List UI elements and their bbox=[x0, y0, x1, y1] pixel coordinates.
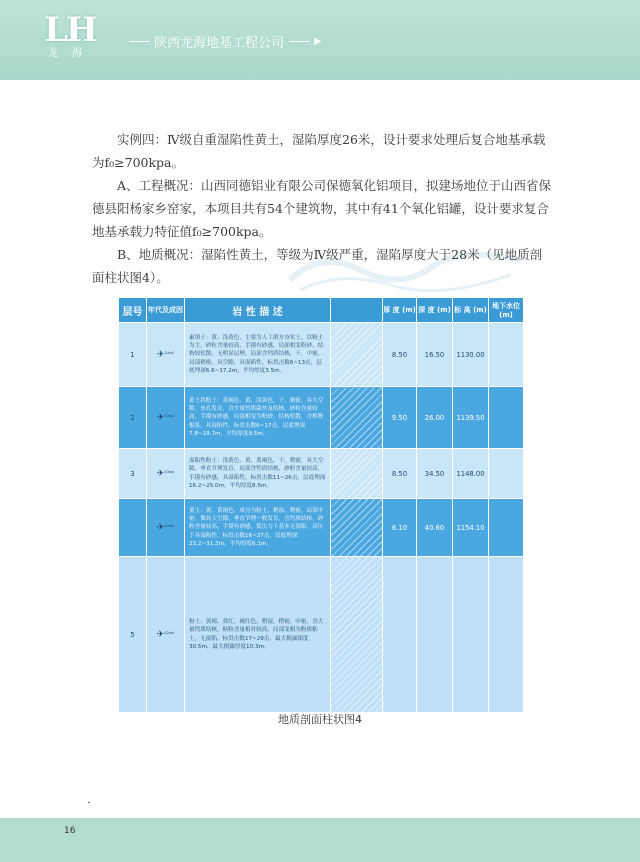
table-header-row bbox=[119, 298, 524, 323]
table-row bbox=[119, 557, 524, 713]
cell-pattern bbox=[331, 387, 383, 449]
cell-layer: 3 bbox=[119, 449, 147, 499]
cell-elevation: 1148.00 bbox=[453, 449, 489, 499]
header-elevation: 标 高 (m) bbox=[453, 298, 489, 323]
plane-icon: ✈ bbox=[156, 412, 165, 423]
logo-mark: LH bbox=[44, 10, 97, 50]
stray-mark bbox=[88, 802, 90, 803]
cell-age: ✈$^{Q2eol}$ bbox=[147, 499, 185, 557]
paragraph-case: 实例四：Ⅳ级自重湿陷性黄土，湿陷厚度26米，设计要求处理后复合地基承载为f₀≥700kpa。 bbox=[92, 132, 546, 170]
figure-caption: 地质剖面柱状图4 bbox=[278, 713, 362, 726]
table-row bbox=[119, 387, 524, 449]
cell-age: ✈$^{Q3eol}$ bbox=[147, 387, 185, 449]
divider-line bbox=[129, 41, 149, 42]
cell-layer bbox=[119, 499, 147, 557]
plane-icon: ✈ bbox=[156, 522, 165, 533]
divider-line bbox=[289, 41, 309, 42]
cell-thickness bbox=[383, 557, 417, 713]
header-water: 地下水位 (m) bbox=[489, 298, 524, 323]
cell-elevation: 1139.50 bbox=[453, 387, 489, 449]
cell-desc: 黄土状粉土：黄褐色、黄、浅黄色，干，稍密，具大空隙，虫孔发育，含少量钙质菌丝及结核，砂粒含量较高，手摸有砂感，局部相变为粉砂，结构松散，含植物根系，具湿陷性，标贯击数6~17击，层底埋深7.8~19.7m，平均厚度9.5m。 bbox=[185, 387, 331, 449]
cell-desc: 粉土：黄褐、黄红、褐红色，稍湿，稍密，中密，含大量钙质结核，粘粒含量相对较高，局部变相为粉质粘土，无湿陷，标贯击数17~29击，最大揭露深度30.5m，最大揭露厚度10.3m。 bbox=[185, 557, 331, 713]
cell-layer: 5 bbox=[119, 557, 147, 713]
cell-layer: 1 bbox=[119, 323, 147, 387]
cell-thickness: 6.10 bbox=[383, 499, 417, 557]
cell-pattern bbox=[331, 323, 383, 387]
page-header bbox=[0, 0, 640, 80]
cell-water bbox=[489, 449, 524, 499]
cell-thickness: 9.50 bbox=[383, 387, 417, 449]
cell-desc: 素填土：黄、浅黄色，主要为人工填方夯实土，以粉土为主，砂粒含量较高，手摸有砂感，局部相变粉砂，结构较松散，无明显层理，局部含钙质结核，干，中密，局部稍密，具空隙，具湿陷性，标贯击数6~13击，层底埋深6.6~17.2m，平均厚度3.5m。 bbox=[185, 323, 331, 387]
cell-elevation bbox=[453, 557, 489, 713]
article-body bbox=[92, 128, 554, 289]
cell-depth: 40.60 bbox=[417, 499, 453, 557]
cell-depth bbox=[417, 557, 453, 713]
logo-subtext: 龙海 bbox=[48, 48, 96, 59]
cell-water bbox=[489, 499, 524, 557]
cell-pattern bbox=[331, 499, 383, 557]
cell-elevation: 1154.10 bbox=[453, 499, 489, 557]
cell-depth: 34.50 bbox=[417, 449, 453, 499]
header-column-pattern bbox=[331, 298, 383, 323]
page-footer bbox=[0, 818, 640, 862]
arrow-right-icon: ▶ bbox=[314, 36, 322, 47]
header-layer: 层号 bbox=[119, 298, 147, 323]
paragraph-geology: B、地质概况：湿陷性黄土，等级为Ⅳ级严重，湿陷厚度大于28米（见地质剖面柱状图4）。 bbox=[92, 247, 543, 285]
plane-icon: ✈ bbox=[156, 468, 165, 479]
cell-water bbox=[489, 323, 524, 387]
paragraph-overview: A、工程概况：山西同德铝业有限公司保德氧化铝项目，拟建场地位于山西省保德县阳杨家乡窑家，本项目共有54个建筑物，其中有41个氧化铝罐，设计要求复合地基承载力特征值f₀≥700kpa。 bbox=[92, 178, 552, 239]
cell-age: ✈$^{Q2eol}$ bbox=[147, 557, 185, 713]
plane-icon: ✈ bbox=[157, 349, 165, 360]
page-number: 16 bbox=[64, 826, 76, 836]
table-row bbox=[119, 323, 524, 387]
cell-layer: 2 bbox=[119, 387, 147, 449]
cell-age: ✈$^{Q4ml}$ bbox=[147, 323, 185, 387]
table-row bbox=[119, 499, 524, 557]
cell-water bbox=[489, 387, 524, 449]
cell-desc: 湿陷性粉土：浅黄色、黄、黄褐色，干，稍密，具大空隙，垂直节理发育，局部含钙质结核，砂粒含量较高，手摸有砂感，具湿陷性，标贯击数11~26击，层底埋深16.2~25.0m，平均厚度8.5m。 bbox=[185, 449, 331, 499]
company-logo bbox=[44, 10, 114, 58]
cell-thickness: 8.50 bbox=[383, 323, 417, 387]
cell-thickness: 8.50 bbox=[383, 449, 417, 499]
header-depth: 深 度 (m) bbox=[417, 298, 453, 323]
company-banner bbox=[124, 32, 322, 51]
geologic-column-table bbox=[118, 297, 523, 713]
cell-pattern bbox=[331, 557, 383, 713]
cell-water bbox=[489, 557, 524, 713]
cell-age: ✈$^{Q3eol}$ bbox=[147, 449, 185, 499]
cell-depth: 16.50 bbox=[417, 323, 453, 387]
plane-icon: ✈ bbox=[156, 629, 165, 640]
cell-pattern bbox=[331, 449, 383, 499]
cell-desc: 黄土：黄、黄褐色，成分为粉土，稍湿，稍密，局部中密，偶具大空隙，垂直节理一般发育，含钙质结核，砂粒含量较高，手摸有砂感，低压力下基本无湿陷，高压下具湿陷性，标贯击数16~27击，层底埋深23.2~31.3m，平均厚度6.1m。 bbox=[185, 499, 331, 557]
header-thickness: 厚 度 (m) bbox=[383, 298, 417, 323]
company-name: 陕西龙海地基工程公司 bbox=[154, 36, 285, 51]
header-desc: 岩 性 描 述 bbox=[185, 298, 331, 323]
table-row bbox=[119, 449, 524, 499]
cell-elevation: 1130.00 bbox=[453, 323, 489, 387]
cell-depth: 26.00 bbox=[417, 387, 453, 449]
header-age: 年代及成因 bbox=[147, 298, 185, 323]
